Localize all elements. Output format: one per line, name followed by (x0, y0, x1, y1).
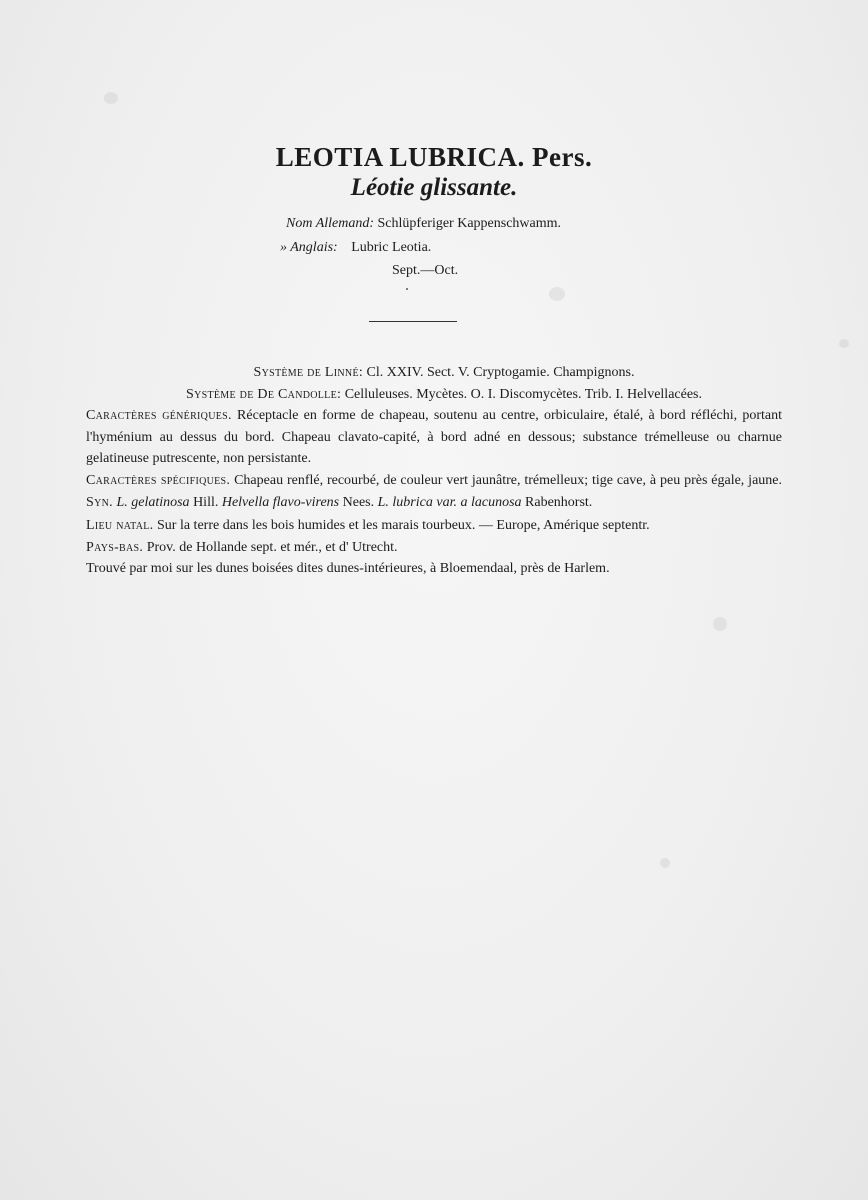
linne-paragraph (86, 362, 782, 384)
paper-stain (104, 92, 118, 104)
specific-characters-label: Caractères spécifiques. (86, 472, 231, 488)
generic-characters-text: Réceptacle en forme de chapeau, soutenu au centre, orbiculaire, étalé, à bord réfléchi, portant l'hyménium au dessus du bord. Chapeau clavato-capité, à bord adné en dessous; substance trémelleuse ou charnue gelatineuse putrescente, non persistante. (86, 408, 783, 467)
habitat-text: Sur la terre dans les bois humides et les marais tourbeux. — Europe, Amérique septentr. (157, 518, 650, 534)
paper-stain (839, 339, 849, 348)
synonym-3: L. lubrica var. a lacunosa (377, 494, 522, 510)
german-name-row (286, 215, 561, 233)
linne-text: Cl. XXIV. Sect. V. Cryptogamie. Champignons. (366, 365, 635, 380)
specific-characters-paragraph (86, 470, 782, 513)
english-name-value: Lubric Leotia. (351, 240, 432, 255)
synonym-2-author: Nees. (342, 494, 375, 510)
synonym-label: Syn. (86, 494, 113, 510)
synonym-2: Helvella flavo-virens (221, 494, 340, 510)
paper-stain (713, 617, 727, 631)
ornament-dot (406, 288, 408, 290)
generic-characters-paragraph (86, 405, 782, 470)
habitat-label: Lieu natal. (86, 518, 154, 534)
linne-label: Système de Linné: (253, 365, 364, 380)
paper-stain (549, 287, 565, 301)
page-subtitle: Léotie glissante. (350, 174, 518, 201)
german-name-value: Schlüpferiger Kappenschwamm. (377, 216, 562, 231)
habitat-paragraph (86, 515, 782, 537)
page-title: LEOTIA LUBRICA. Pers. (275, 142, 593, 172)
specific-characters-text: Chapeau renflé, recourbé, de couleur vert jaunâtre, trémelleux; tige cave, à peu près égale, jaune. (234, 472, 783, 488)
candolle-paragraph (86, 384, 782, 406)
english-name-label: » Anglais: (280, 240, 338, 255)
synonym-1: L. gelatinosa (116, 494, 190, 510)
netherlands-label: Pays-bas. (86, 539, 144, 555)
generic-characters-label: Caractères génériques. (86, 408, 232, 424)
found-paragraph: Trouvé par moi sur les dunes boisées dites dunes-intérieures, à Bloemendaal, près de Harlem. (86, 561, 610, 577)
candolle-label: Système de De Candolle: (186, 386, 342, 402)
german-name-label: Nom Allemand: (286, 216, 375, 231)
paper-stain (660, 858, 670, 868)
divider (369, 321, 457, 322)
synonym-1-author: Hill. (193, 494, 219, 510)
english-name-row (280, 239, 431, 257)
description-body (86, 362, 782, 580)
synonym-3-author: Rabenhorst. (525, 494, 593, 510)
netherlands-text: Prov. de Hollande sept. et mér., et d' Utrecht. (146, 539, 398, 555)
candolle-text: Celluleuses. Mycètes. O. I. Discomycètes. Trib. I. Helvellacées. (344, 386, 702, 402)
netherlands-paragraph (86, 537, 782, 559)
season: Sept.—Oct. (392, 263, 459, 278)
